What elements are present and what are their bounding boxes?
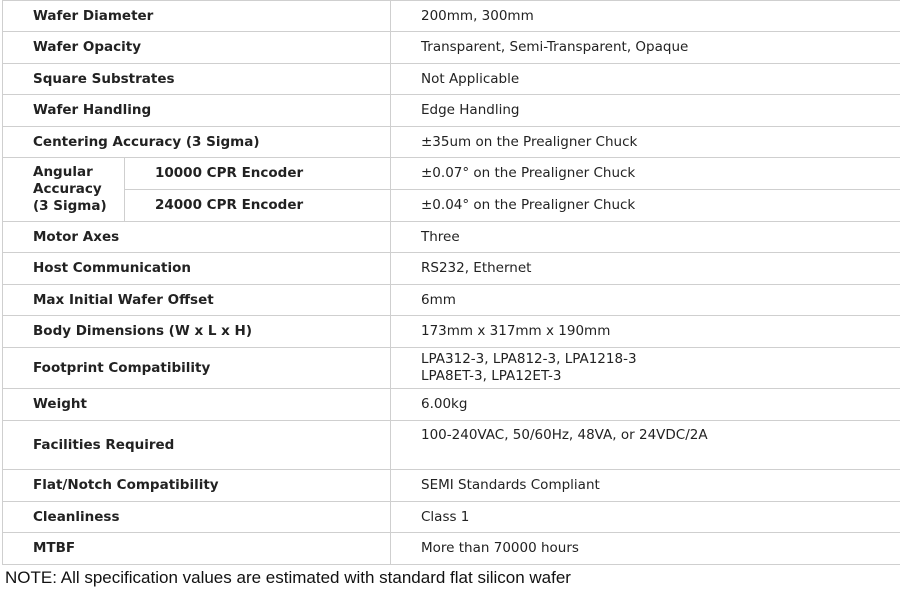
spec-label: Square Substrates [3,64,391,95]
table-row [3,502,900,533]
spec-value: 6mm [391,285,900,316]
angular-accuracy-label [3,158,125,222]
table-row [3,316,900,348]
spec-sub-label: 10000 CPR Encoder [125,158,391,190]
spec-value: ±0.04° on the Prealigner Chuck [391,190,900,222]
table-row [3,1,900,32]
spec-value: More than 70000 hours [391,533,900,565]
angular-label-line: Angular [33,164,93,180]
table-row [3,158,900,190]
table-row [3,533,900,565]
spec-table [2,0,900,565]
table-row [3,190,900,222]
table-row [3,470,900,502]
angular-label-line: (3 Sigma) [33,198,107,214]
spec-value: SEMI Standards Compliant [391,470,900,502]
table-row [3,222,900,253]
spec-value: Class 1 [391,502,900,533]
table-row [3,127,900,158]
table-row [3,389,900,421]
table-row [3,421,900,470]
spec-label: Max Initial Wafer Offset [3,285,391,316]
spec-value: ±0.07° on the Prealigner Chuck [391,158,900,190]
spec-value: 173mm x 317mm x 190mm [391,316,900,348]
spec-label: Wafer Handling [3,95,391,127]
spec-value-line: LPA8ET-3, LPA12ET-3 [421,368,562,384]
spec-label: Flat/Notch Compatibility [3,470,391,502]
spec-label: Centering Accuracy (3 Sigma) [3,127,391,158]
spec-value: RS232, Ethernet [391,253,900,285]
spec-label: Wafer Diameter [3,1,391,32]
spec-label: MTBF [3,533,391,565]
spec-label: Footprint Compatibility [3,348,391,389]
spec-value: Edge Handling [391,95,900,127]
spec-value: 200mm, 300mm [391,1,900,32]
spec-value: 100-240VAC, 50/60Hz, 48VA, or 24VDC/2A [391,421,900,470]
angular-label-line: Accuracy [33,181,102,197]
spec-value: Not Applicable [391,64,900,95]
spec-label: Host Communication [3,253,391,285]
spec-value: Three [391,222,900,253]
table-row [3,32,900,64]
spec-value: Transparent, Semi-Transparent, Opaque [391,32,900,64]
spec-label: Weight [3,389,391,421]
table-row [3,253,900,285]
table-row [3,95,900,127]
footnote: NOTE: All specification values are estimated with standard flat silicon wafer [5,568,571,587]
table-row [3,348,900,389]
spec-value-line: LPA312-3, LPA812-3, LPA1218-3 [421,351,637,367]
spec-label: Wafer Opacity [3,32,391,64]
spec-value: ±35um on the Prealigner Chuck [391,127,900,158]
spec-sub-label: 24000 CPR Encoder [125,190,391,222]
table-row [3,64,900,95]
spec-label: Facilities Required [3,421,391,470]
table-row [3,285,900,316]
spec-value [391,348,900,389]
spec-label: Body Dimensions (W x L x H) [3,316,391,348]
spec-label: Motor Axes [3,222,391,253]
spec-label: Cleanliness [3,502,391,533]
spec-value: 6.00kg [391,389,900,421]
